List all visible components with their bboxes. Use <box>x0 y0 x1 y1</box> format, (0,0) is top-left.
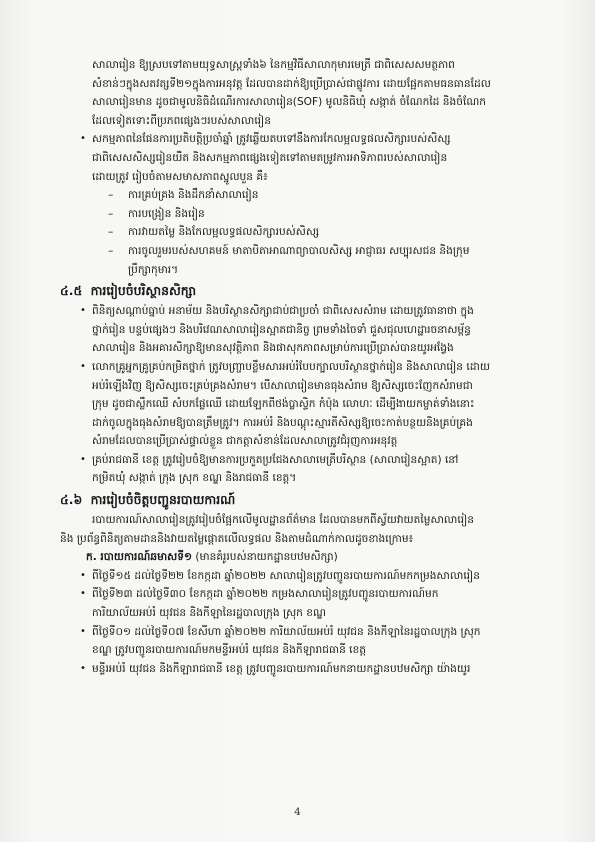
text-line: គ្រប់រាជធានី ខេត្ត ត្រូវរៀបចំឱ្យមានការប្រកួតប្រជែងសាលាមេត្រីបរិស្ថាន (សាលារៀនស្អាត) នៅ <box>92 453 459 466</box>
text-line: ការចូលរួមរបស់សហគមន៍ មាតាបិតាអាណាព្យាបាលសិស្ស អាជ្ញាធរ សប្បុរសជន និងក្រុម <box>128 244 470 257</box>
section-intro <box>60 511 542 548</box>
page-content <box>60 56 542 678</box>
text-line: សកម្មភាពនៃផែនការប្រតិបត្តិប្រចាំឆ្នាំ ត្រូវឆ្លើយតបទៅនឹងការកែលម្អលទ្ធផលសិក្សារបស់សិស្ស <box>92 133 451 146</box>
text-line: ក្រុម ដូចជាស្លឹកឈើ សំបកផ្លែឈើ ដោយឡែកពីថង់ប្លាស្ទិក កំប៉ុង លោហៈ ដើម្បីងាយកម្ចាត់ទាំងនោះ <box>92 398 475 411</box>
section-number: ៤.៥ <box>60 283 83 299</box>
text-line: ខណ្ឌ ត្រូវបញ្ជូនរបាយការណ៍មកមន្ទីរអប់រំ យុវជន និងកីឡារាជធានី ខេត្ត <box>92 644 366 657</box>
bullet-icon: • <box>80 588 86 600</box>
subsection-label: ក. របាយការណ៍ឆមាសទី១ <box>86 551 192 564</box>
dash-icon: – <box>108 226 114 239</box>
text-line: ការបង្រៀន និងរៀន <box>128 207 205 220</box>
dash-icon: – <box>108 244 114 257</box>
text-line: សំរាមដែលបានប្រើប្រាស់ផ្ទាល់ខ្លួន ជាកត្តាសំខាន់ដែលសាលាត្រូវជំរុញការអនុវត្ត <box>92 435 398 448</box>
text-line: សាលារៀន និងអគារសិក្សាឱ្យមានសុវត្ថិភាព និងផាសុកភាពសម្រាប់ការប្រើប្រាស់បានយូរអង្វែង <box>92 342 454 355</box>
text-line: ថ្នាក់រៀន បន្ទប់ផ្សេងៗ និងបរិវេណសាលារៀនស្អាតជានិច្ច ព្រមទាំងចៃទាំ ជួសជុលហេដ្ឋារចនាសម្ព័ន្ធ <box>92 323 471 336</box>
text-line: ការវាយតម្លៃ និងកែលម្អលទ្ធផលសិក្សារបស់សិស្ស <box>128 226 320 239</box>
dash-item <box>60 242 542 279</box>
text-line: ពិនិត្យសណ្ដាប់ធ្នាប់ អនាម័យ និងបរិស្ថានសិក្សាជាប់ជាប្រចាំ ជាពិសេសសំរាម ដោយត្រូវធានាថា ក្នុង <box>92 305 474 318</box>
bullet-item <box>60 585 542 622</box>
text-line: និង ប្រព័ន្ធពិនិត្យតាមដាននិងវាយតម្លៃផ្តោតលើលទ្ធផល និងតាមដំណាក់កាលដូចខាងក្រោម៖ <box>60 532 414 545</box>
text-line: ពីថ្ងៃទី១៥ ដល់ថ្ងៃទី២២ ខែកក្កដា ឆ្នាំ២០២២ សាលារៀនត្រូវបញ្ជូនរបាយការណ៍មកកម្រងសាលារៀន <box>92 569 480 582</box>
subsection-heading <box>60 548 542 567</box>
text-line: មន្ទីរអប់រំ យុវជន និងកីឡារាជធានី ខេត្ត ត្រូវបញ្ជូនរបាយការណ៍មកនាយកដ្ឋានបឋមសិក្សា យ៉ាងយូរ <box>92 662 471 675</box>
bullet-icon: • <box>80 133 86 145</box>
text-line: របាយការណ៍សាលារៀនត្រូវរៀបចំផ្អែកលើមូលដ្ឋានព័ត៌មាន ដែលបានមកពីស្វ័យវាយតម្លៃសាលារៀន <box>92 514 474 527</box>
section-heading-4-5 <box>60 280 542 302</box>
bullet-item <box>60 358 542 451</box>
section-title: ការរៀបចំចិត្តបញ្ជូនរបាយការណ៍ <box>90 492 236 508</box>
intro-paragraph <box>60 56 542 130</box>
dash-icon: – <box>108 189 114 202</box>
section-title: ការរៀបចំបរិស្ថានសិក្សា <box>90 283 197 299</box>
page-number: 4 <box>294 806 301 818</box>
bullet-icon: • <box>80 662 86 674</box>
dash-item <box>60 205 542 224</box>
dash-icon: – <box>108 207 114 220</box>
text-line: ដាក់ចូលក្នុងធុងសំរាមឱ្យបានត្រឹមត្រូវ។ ការអប់រំ និងបណ្ដុះស្មារតីសិស្សឱ្យចេះកាត់បន្ថយនិងគ្រប់គ្រង <box>92 416 473 429</box>
bullet-item <box>60 660 542 679</box>
text-line: ដែលទៀតទោះពីប្រភពផ្សេងៗរបស់សាលារៀន <box>92 114 271 127</box>
bullet-icon: • <box>80 569 86 581</box>
text-line: កម្រិតឃុំ សង្កាត់ ក្រុង ស្រុក ខណ្ឌ និងរាជធានី ខេត្ត។ <box>92 472 297 485</box>
dash-item <box>60 223 542 242</box>
text-line: ពីថ្ងៃទី២៣ ដល់ថ្ងៃទី៣០ ខែកក្កដា ឆ្នាំ២០២២ កម្រងសាលារៀនត្រូវបញ្ជូនរបាយការណ៍មក <box>92 588 439 601</box>
subsection-note: (មានគំរូរបស់នាយកដ្ឋានបឋមសិក្សា) <box>195 551 338 564</box>
text-line: សាលារៀនមាន ដូចជាមូលនិធិដំណើរការសាលារៀន(SOF) មូលនិធិឃុំ សង្កាត់ ចំណែកដៃ និងចំណែក <box>92 96 486 109</box>
bullet-icon: • <box>80 360 86 372</box>
dash-item <box>60 186 542 205</box>
text-line: ជាពិសេសសិស្សរៀនយឺត និងសកម្មភាពផ្សេងទៀតទៅតាមតម្រូវការអាទិភាពរបស់សាលារៀន <box>92 151 448 164</box>
bullet-icon: • <box>80 305 86 317</box>
bullet-item <box>60 302 542 358</box>
text-line: សាលារៀន ឱ្យស្របទៅតាមយុទ្ធសាស្ត្រទាំង៦ នៃកម្មវិធីសាលាកុមារមេត្រី ជាពិសេសសមត្ថភាព <box>92 59 455 71</box>
text-line: លោកគ្រូអ្នកគ្រូគ្រប់កម្រិតថ្នាក់ ត្រូវបញ្ច្រាបខ្លឹមសារអប់រំបែបក្បាលបរិស្ថានថ្នាក់រៀន និងសាលារៀន ដោយ <box>92 360 490 373</box>
text-line: អប់រំឡើងវិញ ឱ្យសិស្សចេះគ្រប់គ្រងសំរាម។ បើសាលារៀនមានធុងសំរាម ឱ្យសិស្សចេះញែកសំរាមជា <box>92 379 473 392</box>
text-line: ប្រឹក្សាកុមារ។ <box>128 263 179 276</box>
text-line: ការិយាល័យអប់រំ យុវជន និងកីឡានៃរដ្ឋបាលក្រុង ស្រុក ខណ្ឌ <box>92 607 326 620</box>
bullet-icon: • <box>80 453 86 465</box>
bullet-item <box>60 623 542 660</box>
bullet-item <box>60 567 542 586</box>
bullet-icon: • <box>80 625 86 637</box>
text-line: ពីថ្ងៃទី០១ ដល់ថ្ងៃទី០៧ ខែសីហា ឆ្នាំ២០២២ ការិយាល័យអប់រំ យុវជន និងកីឡានៃរដ្ឋបាលក្រុង ស្រុក <box>92 625 481 638</box>
section-heading-4-6 <box>60 489 542 511</box>
bullet-item <box>60 130 542 186</box>
text-line: ការគ្រប់គ្រង និងដឹកនាំសាលារៀន <box>128 189 259 202</box>
bullet-item <box>60 451 542 488</box>
text-line: ដោយត្រូវ រៀបចំតាមសមាសភាពស្នូលបួន គឺ៖ <box>92 170 268 183</box>
section-number: ៤.៦ <box>60 492 83 508</box>
text-line: សំខាន់ៗក្នុងសតវត្សទី២១ក្នុងការអនុវត្ត ដែលបានដាក់ឱ្យប្រើប្រាស់ជាផ្លូវការ ដោយផ្អែកតាមធនធានដែល <box>92 77 491 90</box>
